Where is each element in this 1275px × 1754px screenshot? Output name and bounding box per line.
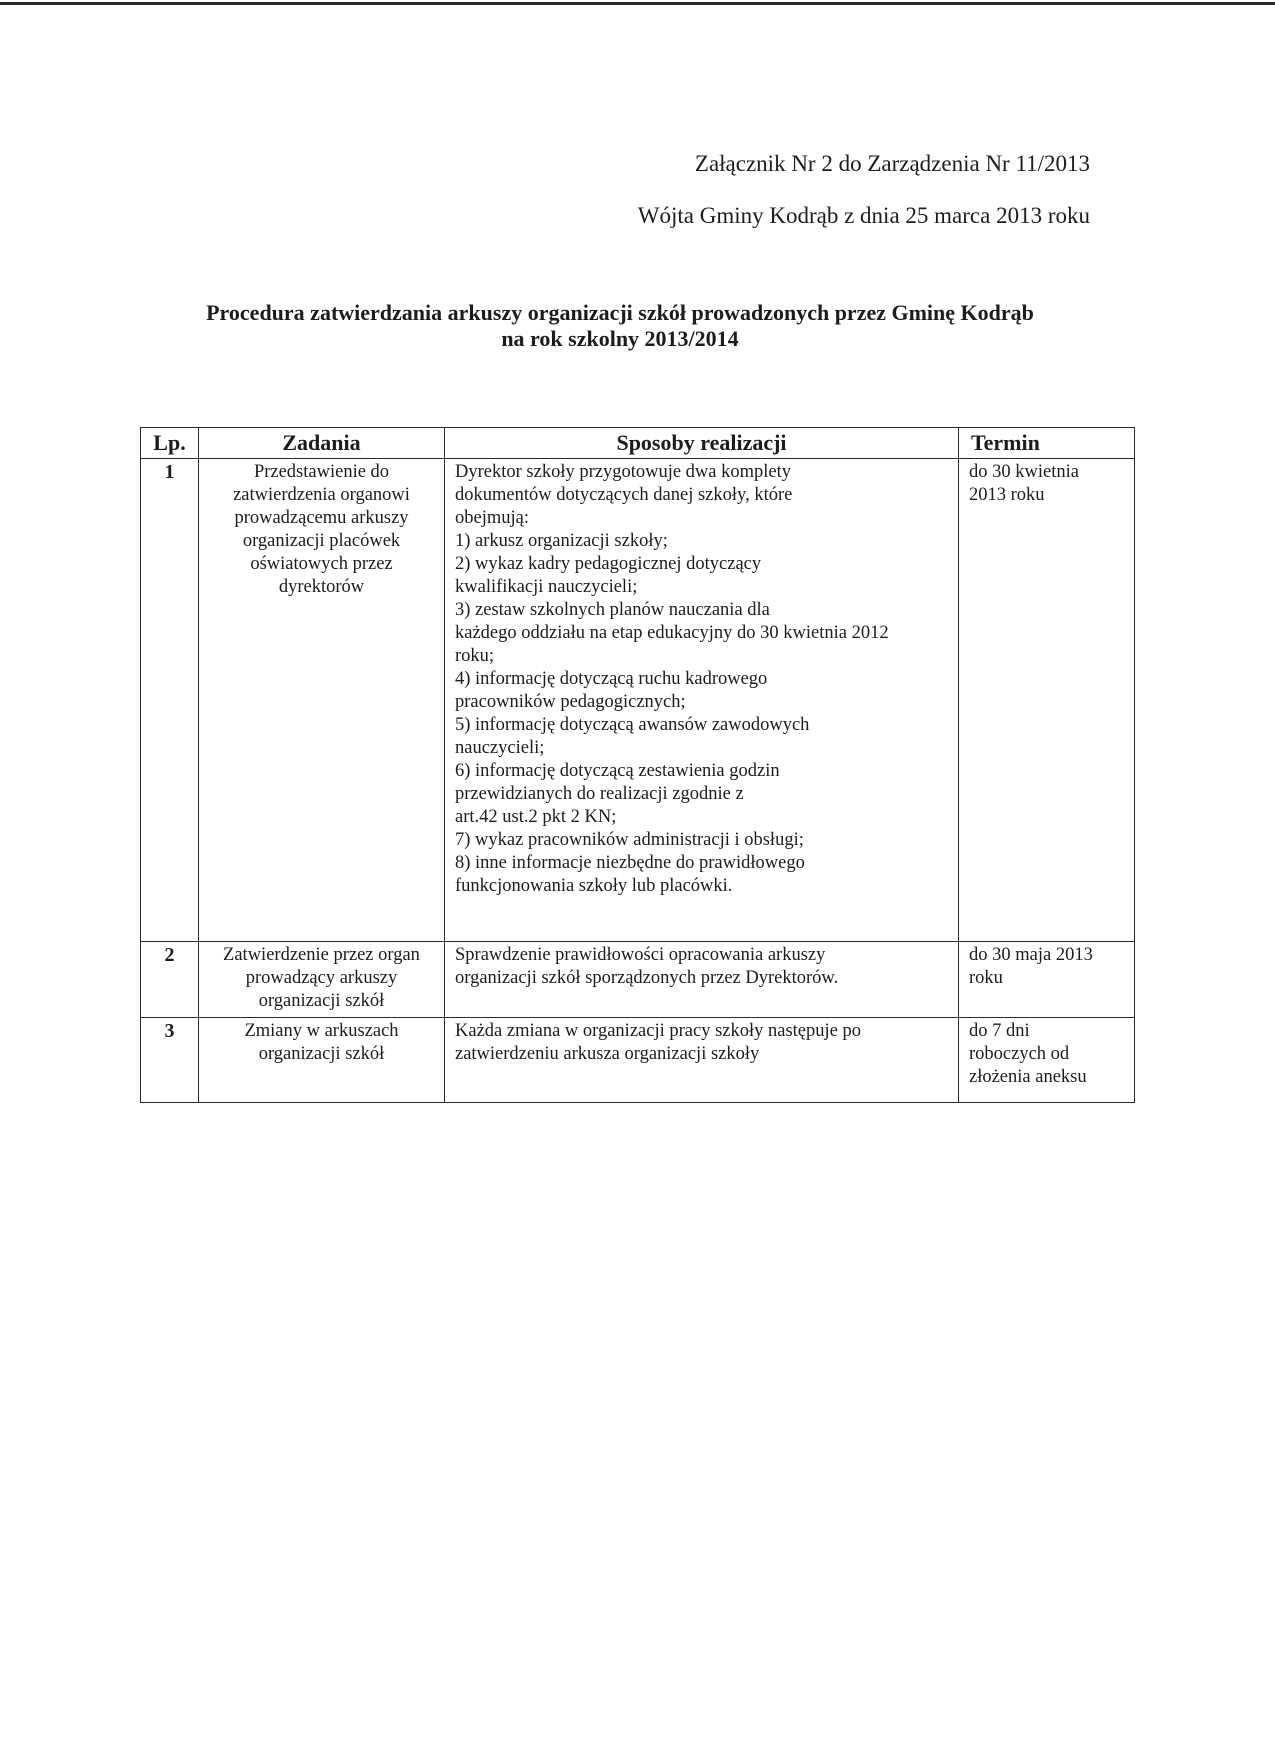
header-term: Termin xyxy=(959,428,1135,459)
document-title xyxy=(140,300,1100,352)
row-number: 2 xyxy=(141,942,199,1018)
method-line: pracowników pedagogicznych; xyxy=(455,692,686,712)
table-row xyxy=(141,459,1135,942)
method-line: 8) inne informacje niezbędne do prawidłowego xyxy=(455,853,805,873)
task-line: Przedstawienie do xyxy=(253,462,390,482)
method-line: Dyrektor szkoły przygotowuje dwa komplety xyxy=(455,462,792,482)
table-row xyxy=(141,942,1135,1018)
method-line: 4) informację dotyczącą ruchu kadrowego xyxy=(455,669,768,689)
method-line: 6) informację dotyczącą zestawienia godzin xyxy=(455,761,780,781)
table-row xyxy=(141,1018,1135,1103)
method-line: funkcjonowania szkoły lub placówki. xyxy=(455,876,733,896)
method-line: Sprawdzenie prawidłowości opracowania arkuszy xyxy=(455,945,826,965)
method-line: Każda zmiana w organizacji pracy szkoły następuje po xyxy=(455,1021,861,1041)
term-cell xyxy=(959,459,1135,942)
table-header-row xyxy=(141,428,1135,459)
task-line: Zmiany w arkuszach xyxy=(244,1021,399,1041)
method-line: 3) zestaw szkolnych planów nauczania dla xyxy=(455,600,770,620)
task-line: organizacji szkół xyxy=(258,991,385,1011)
row-number: 3 xyxy=(141,1018,199,1103)
procedure-table xyxy=(140,427,1135,1103)
term-line: 2013 roku xyxy=(969,485,1045,505)
method-line: 5) informację dotyczącą awansów zawodowych xyxy=(455,715,810,735)
method-line: dokumentów dotyczących danej szkoły, które xyxy=(455,485,793,505)
term-line: do 30 maja 2013 xyxy=(969,945,1093,965)
task-line: Zatwierdzenie przez organ xyxy=(223,945,420,965)
task-line: organizacji placówek xyxy=(242,531,401,551)
method-cell xyxy=(445,942,959,1018)
task-cell xyxy=(199,459,445,942)
method-line: obejmują: xyxy=(455,508,529,528)
method-cell xyxy=(445,1018,959,1103)
term-cell xyxy=(959,942,1135,1018)
header-methods: Sposoby realizacji xyxy=(445,428,959,459)
task-line: prowadzący arkuszy xyxy=(245,968,398,988)
header-lp: Lp. xyxy=(141,428,199,459)
title-line-1: Procedura zatwierdzania arkuszy organizacji szkół prowadzonych przez Gminę Kodrąb xyxy=(206,300,1034,325)
task-cell xyxy=(199,942,445,1018)
issuer-and-date: Wójta Gminy Kodrąb z dnia 25 marca 2013 roku xyxy=(637,203,1090,228)
method-line: 1) arkusz organizacji szkoły; xyxy=(455,531,668,551)
task-line: zatwierdzenia organowi xyxy=(233,485,410,505)
term-line: do 30 kwietnia xyxy=(969,462,1079,482)
task-line: organizacji szkół xyxy=(258,1044,385,1064)
task-line: dyrektorów xyxy=(278,577,365,597)
task-line: oświatowych przez xyxy=(250,554,393,574)
method-line: 7) wykaz pracowników administracji i obsługi; xyxy=(455,830,804,850)
header-tasks: Zadania xyxy=(199,428,445,459)
term-cell xyxy=(959,1018,1135,1103)
term-line: złożenia aneksu xyxy=(969,1067,1087,1087)
term-line: roku xyxy=(969,968,1003,988)
method-line: art.42 ust.2 pkt 2 KN; xyxy=(455,807,617,827)
method-line: każdego oddziału na etap edukacyjny do 30 kwietnia 2012 xyxy=(455,623,889,643)
method-line: kwalifikacji nauczycieli; xyxy=(455,577,638,597)
row-number: 1 xyxy=(141,459,199,942)
method-line: zatwierdzeniu arkusza organizacji szkoły xyxy=(455,1044,760,1064)
method-line: 2) wykaz kadry pedagogicznej dotyczący xyxy=(455,554,762,574)
top-scan-rule xyxy=(0,2,1275,5)
task-cell xyxy=(199,1018,445,1103)
attachment-reference: Załącznik Nr 2 do Zarządzenia Nr 11/2013 xyxy=(694,151,1090,176)
method-line: przewidzianych do realizacji zgodnie z xyxy=(455,784,744,804)
task-line: prowadzącemu arkuszy xyxy=(234,508,409,528)
method-line: nauczycieli; xyxy=(455,738,545,758)
term-line: roboczych od xyxy=(969,1044,1070,1064)
method-line: roku; xyxy=(455,646,495,666)
title-line-2: na rok szkolny 2013/2014 xyxy=(501,326,739,351)
term-line: do 7 dni xyxy=(969,1021,1030,1041)
method-line: organizacji szkół sporządzonych przez Dyrektorów. xyxy=(455,968,839,988)
method-cell xyxy=(445,459,959,942)
